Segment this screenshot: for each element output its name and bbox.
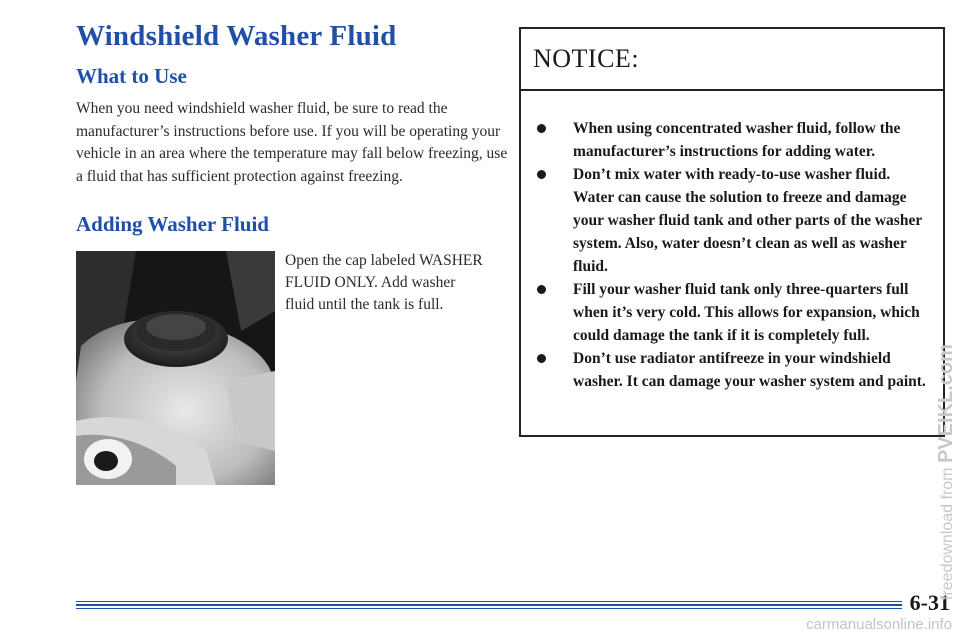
notice-item-text: When using concentrated washer fluid, follow the manufacturer’s instructions for adding water. — [573, 120, 901, 160]
reservoir-photo-illustration — [76, 251, 275, 485]
footer-rule-line — [76, 608, 902, 609]
list-item — [521, 347, 943, 393]
list-item — [521, 163, 943, 278]
section-heading-adding-washer-fluid: Adding Washer Fluid — [76, 212, 269, 236]
adding-washer-fluid-paragraph: Open the cap labeled WASHER FLUID ONLY. Add washer fluid until the tank is full. — [285, 252, 483, 313]
notice-item-text: Don’t mix water with ready-to-use washer fluid. Water can cause the solution to freeze and damage your washer fluid tank and other parts of the washer system. Also, water doesn’t clean as well as washer fluid. — [573, 166, 922, 275]
page-title: Windshield Washer Fluid — [76, 20, 397, 52]
list-item — [521, 117, 943, 163]
what-to-use-paragraph: When you need windshield washer fluid, be sure to read the manufacturer’s instructions before use. If you will be operating your vehicle in an area where the temperature may fall below freezing, use a fluid that has sufficient protection against freezing. — [76, 100, 508, 185]
footer-rule-line — [76, 601, 902, 602]
notice-item-text: Fill your washer fluid tank only three-quarters full when it’s very cold. This allows for expansion, which could damage the tank if it is completely full. — [573, 281, 920, 344]
side-watermark — [934, 270, 958, 600]
notice-title: NOTICE: — [533, 44, 640, 73]
washer-fluid-reservoir-photo — [76, 251, 275, 485]
bottom-watermark: carmanualsonline.info — [806, 616, 952, 633]
notice-box — [519, 27, 945, 437]
page-number: 6-31 — [909, 590, 950, 615]
list-item — [521, 278, 943, 347]
section-heading-what-to-use: What to Use — [76, 64, 187, 88]
bullet-icon — [537, 354, 546, 363]
footer-rule-line — [76, 604, 902, 606]
notice-item-text: Don’t use radiator antifreeze in your windshield washer. It can damage your washer system and paint. — [573, 350, 926, 390]
bullet-icon — [537, 285, 546, 294]
side-watermark-brand: PVEIKL.com — [935, 344, 957, 464]
notice-list — [521, 117, 943, 393]
bullet-icon — [537, 170, 546, 179]
bullet-icon — [537, 124, 546, 133]
side-watermark-prefix: freedownload from — [939, 463, 956, 600]
notice-header — [521, 29, 943, 91]
